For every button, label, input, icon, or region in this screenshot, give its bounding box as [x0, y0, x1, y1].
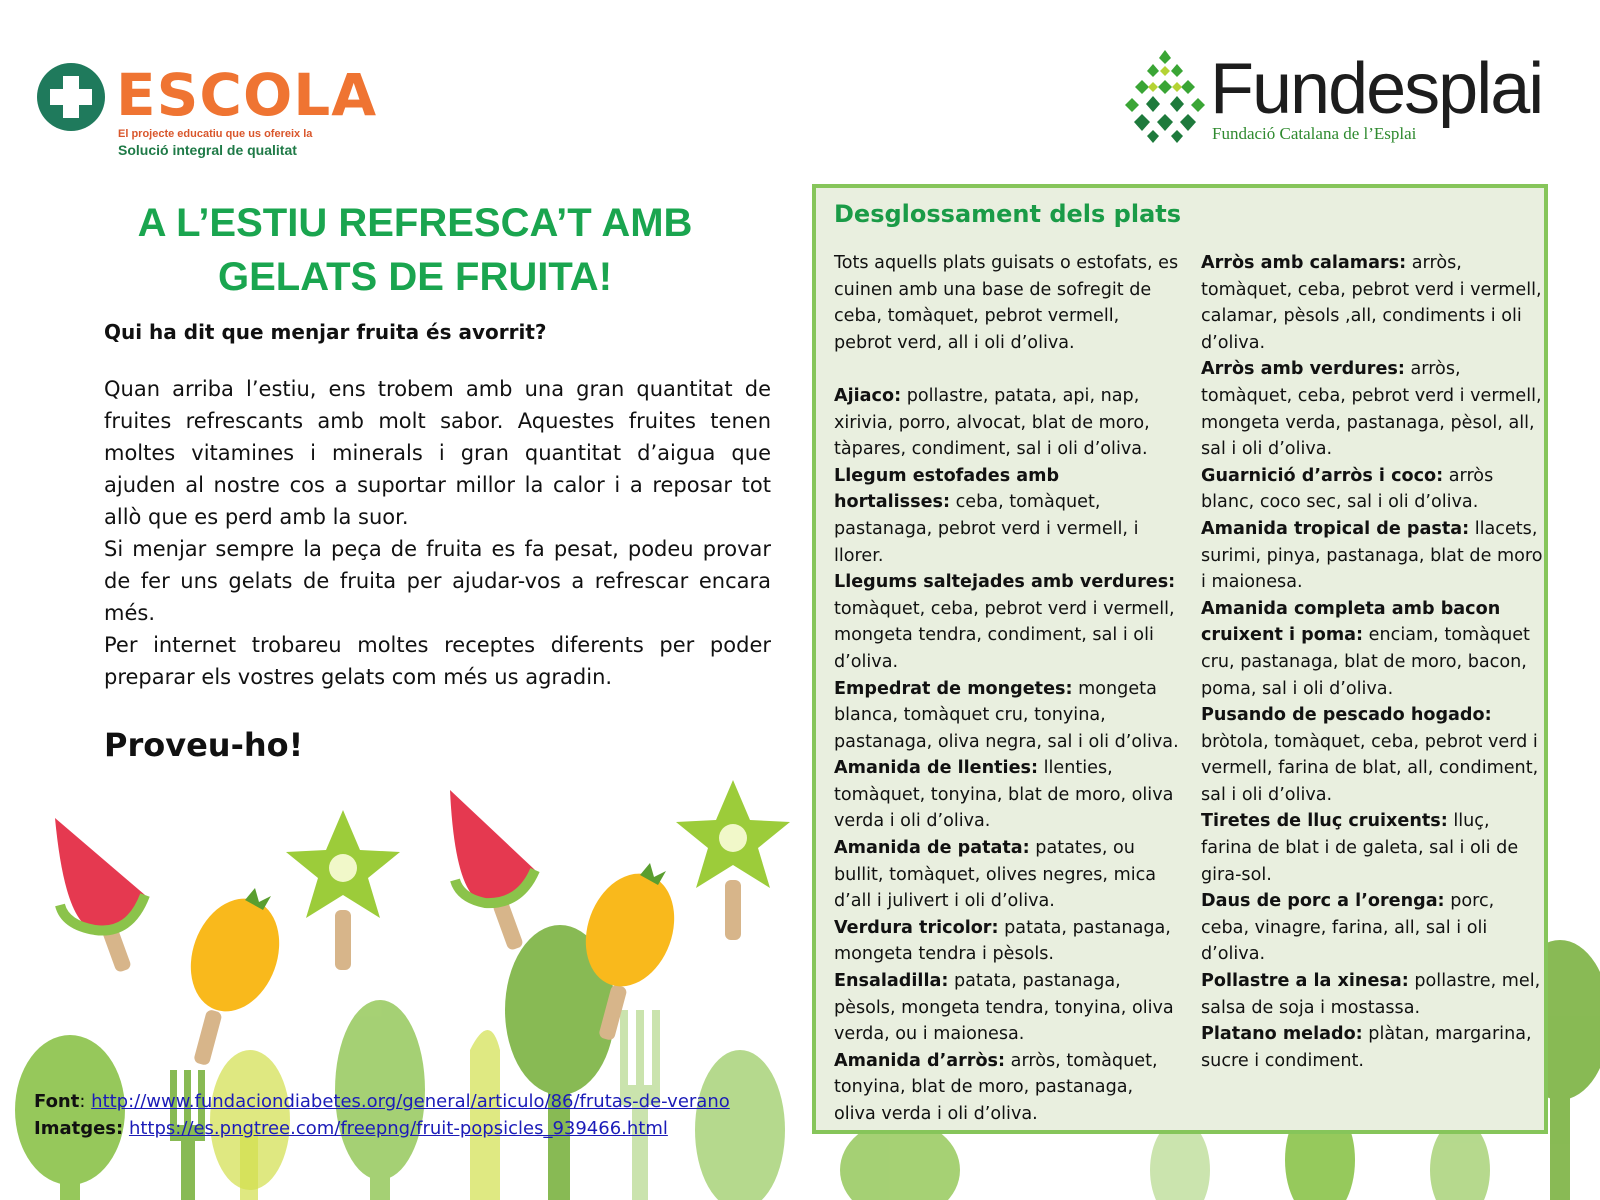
dish-name: Amanida de patata:	[834, 838, 1030, 859]
dish-ingredients: porc, ceba, vinagre, farina, all, sal i oli d’oliva.	[1201, 891, 1495, 965]
dish-item	[1201, 356, 1546, 462]
dish-name: Guarnició d’arròs i coco:	[1201, 465, 1444, 486]
call-to-action: Proveu-ho!	[104, 726, 304, 764]
paragraph: Per internet trobareu moltes receptes diferents per poder preparar els vostres gelats com més us agradin.	[104, 633, 771, 689]
fundesplai-subtitle: Fundació Catalana de l’Esplai	[1212, 124, 1417, 143]
title-line-2: GELATS DE FRUITA!	[217, 255, 613, 299]
dish-item	[1201, 808, 1546, 888]
dish-name: Llegums saltejades amb verdures:	[834, 572, 1176, 593]
escola-tagline-strong: Solució integral de qualitat	[118, 142, 297, 158]
dish-name: Pusando de pescado hogado:	[1201, 705, 1492, 726]
dish-name: Arròs amb verdures:	[1201, 359, 1405, 380]
dish-ingredients: patates, ou bullit, tomàquet, olives negres, mica d’all i julivert i oli d’oliva.	[834, 838, 1157, 912]
dish-ingredients: pollastre, mel, salsa de soja i mostassa.	[1201, 971, 1541, 1018]
dish-breakdown-panel	[812, 184, 1548, 1134]
dish-item	[834, 915, 1179, 968]
dish-ingredients: arròs, tomàquet, ceba, pebrot verd i vermell, mongeta verda, pastanaga, pèsol, all, sal i oli d’oliva.	[1201, 359, 1542, 460]
dish-name: Empedrat de mongetes:	[834, 678, 1073, 699]
source-images-label: Imatges:	[34, 1118, 124, 1139]
escola-logo	[36, 60, 376, 160]
dish-item	[1201, 1021, 1546, 1074]
dish-name: Amanida d’arròs:	[834, 1050, 1006, 1071]
dish-list-right	[1201, 250, 1546, 1074]
dish-ingredients: patata, pastanaga, mongeta tendra i pèsols.	[834, 917, 1171, 965]
dish-ingredients: pollastre, patata, api, nap, xirivia, porro, alvocat, blat de moro, tàpares, condiment, sal i oli d’oliva.	[834, 385, 1150, 460]
source-font-line: Font: http://www.fundaciondiabetes.org/general/articulo/86/frutas-de-verano	[34, 1091, 730, 1112]
fundesplai-logo	[1120, 44, 1543, 154]
dish-item	[1201, 968, 1546, 1021]
dish-name: Llegum estofades amb hortalisses:	[834, 465, 1060, 513]
paragraph: Si menjar sempre la peça de fruita es fa pesat, podeu provar de fer uns gelats de fruita per ajudar-vos a refrescar encara més.	[104, 537, 771, 625]
dish-item	[1201, 250, 1546, 356]
dish-ingredients: plàtan, margarina, sucre i condiment.	[1201, 1024, 1532, 1071]
dish-item	[834, 383, 1179, 463]
starfruit-popsicle-icon	[286, 810, 400, 970]
dish-name: Verdura tricolor:	[834, 917, 999, 938]
dish-ingredients: ceba, tomàquet, pastanaga, pebrot verd i vermell, i llorer.	[834, 492, 1139, 566]
tree-leaves-icon	[1120, 46, 1210, 146]
dish-ingredients: enciam, tomàquet cru, pastanaga, blat de moro, bacon, poma, sal i oli d’oliva.	[1201, 625, 1530, 699]
dish-ingredients: llenties, tomàquet, tonyina, blat de moro, oliva verda i oli d’oliva.	[834, 758, 1174, 832]
article-subtitle: Qui ha dit que menjar fruita és avorrit?	[104, 320, 547, 344]
dish-item	[834, 569, 1179, 675]
dish-name: Ajiaco:	[834, 385, 902, 406]
fundesplai-wordmark: Fundesplai	[1210, 49, 1543, 129]
article-body	[104, 373, 771, 693]
dish-ingredients: arròs, tomàquet, tonyina, blat de moro, pastanaga, oliva verda i oli d’oliva.	[834, 1050, 1158, 1124]
watermelon-popsicle-icon	[55, 818, 145, 973]
dish-ingredients: bròtola, tomàquet, ceba, pebrot verd i vermell, farina de blat, all, condiment, sal i oli d’oliva.	[1201, 731, 1539, 805]
dish-ingredients: patata, pastanaga, pèsols, mongeta tendra, tonyina, oliva verda, ou i maionesa.	[834, 971, 1174, 1045]
dish-item	[1201, 463, 1546, 516]
dish-name: Amanida completa amb bacon cruixent i poma:	[1201, 598, 1501, 646]
dish-item	[834, 676, 1179, 756]
dish-item	[834, 463, 1179, 569]
dish-name: Ensaladilla:	[834, 971, 949, 992]
dish-name: Tiretes de lluç cruixents:	[1201, 811, 1448, 832]
dish-ingredients: llacets, surimi, pinya, pastanaga, blat de moro i maionesa.	[1201, 518, 1543, 593]
dish-name: Amanida de llenties:	[834, 758, 1039, 779]
breakdown-intro: Tots aquells plats guisats o estofats, es cuinen amb una base de sofregit de ceba, tomàquet, pebrot vermell, pebrot verd, all i oli d’oliva.	[834, 253, 1179, 353]
dish-item	[834, 835, 1179, 915]
dish-ingredients: mongeta blanca, tomàquet cru, tonyina, pastanaga, oliva negra, sal i oli d’oliva.	[834, 678, 1179, 752]
source-font-link[interactable]: http://www.fundaciondiabetes.org/general/articulo/86/frutas-de-verano	[91, 1091, 730, 1112]
dish-item	[1201, 702, 1546, 808]
watermelon-popsicle-icon	[450, 790, 535, 951]
dish-item	[834, 1048, 1179, 1128]
dish-item	[1201, 516, 1546, 596]
dish-item	[1201, 596, 1546, 702]
source-images-line	[34, 1115, 730, 1142]
dish-column-left	[834, 250, 1179, 1128]
dish-name: Amanida tropical de pasta:	[1201, 518, 1470, 539]
sources	[34, 1088, 730, 1142]
dish-ingredients: arròs, tomàquet, ceba, pebrot verd i vermell, calamar, pèsols ,all, condiments i oli d’oliva.	[1201, 253, 1542, 353]
title-line-1: A L’ESTIU REFRESCA’T AMB	[137, 201, 693, 245]
page-title	[100, 196, 730, 304]
starfruit-popsicle-icon	[676, 780, 790, 940]
escola-tagline: El projecte educatiu que us ofereix la	[118, 128, 313, 140]
dish-name: Platano melado:	[1201, 1024, 1363, 1045]
source-font-label: Font	[34, 1091, 80, 1112]
dish-name: Pollastre a la xinesa:	[1201, 971, 1409, 992]
panel-title: Desglossament dels plats	[834, 200, 1182, 228]
dish-column-right	[1201, 250, 1546, 1074]
source-images-link[interactable]: https://es.pngtree.com/freepng/fruit-popsicles_939466.html	[128, 1118, 668, 1139]
paragraph: Quan arriba l’estiu, ens trobem amb una gran quantitat de fruites refrescants amb molt sabor. Aquestes fruites tenen moltes vitamines i minerals i gran quantitat d’aigua que ajuden al nostre cos a suportar millor la calor i a reposar tot allò que es perd amb la suor.	[104, 377, 771, 529]
dish-item	[1201, 888, 1546, 968]
dish-name: Daus de porc a l’orenga:	[1201, 891, 1445, 912]
dish-item	[834, 755, 1179, 835]
dish-list-left	[834, 383, 1179, 1128]
pineapple-popsicle-icon	[176, 886, 295, 1066]
plus-circle-icon	[36, 62, 106, 132]
dish-item	[834, 968, 1179, 1048]
dish-name: Arròs amb calamars:	[1201, 253, 1407, 273]
dish-ingredients: arròs blanc, coco sec, sal i oli d’oliva.	[1201, 465, 1494, 513]
dish-ingredients: lluç, farina de blat i de galeta, sal i oli de gira-sol.	[1201, 811, 1519, 885]
dish-ingredients: tomàquet, ceba, pebrot verd i vermell, mongeta tendra, condiment, sal i oli d’oliva.	[834, 598, 1175, 672]
escola-wordmark: ESCOLA	[116, 61, 378, 129]
